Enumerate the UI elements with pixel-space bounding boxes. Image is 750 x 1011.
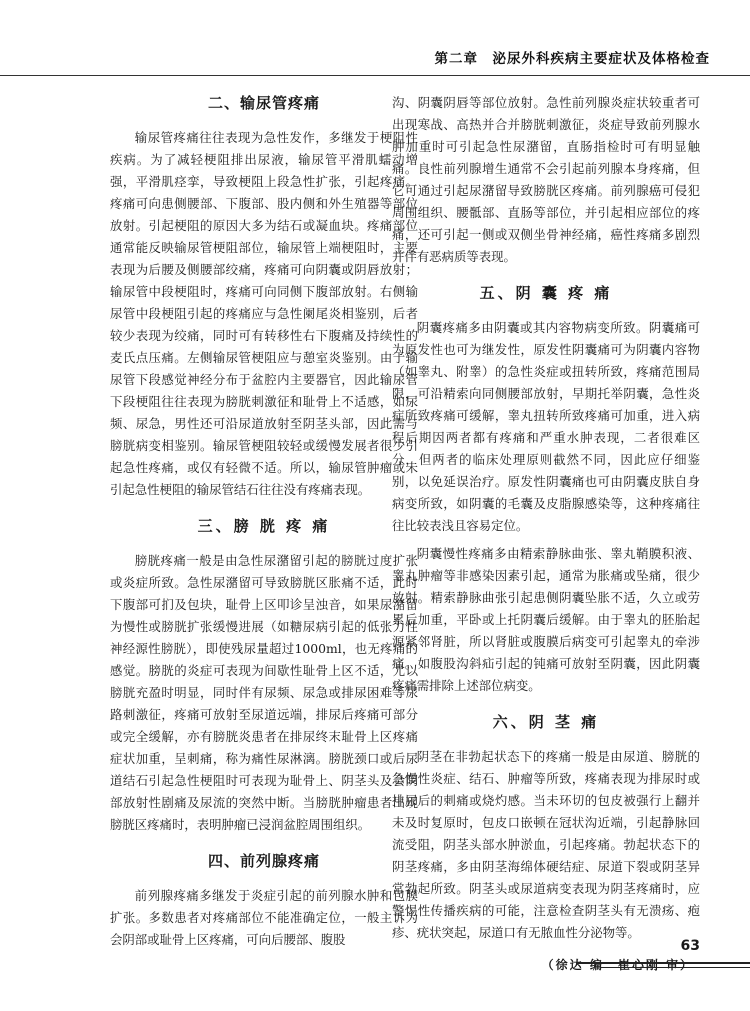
chapter-header: 第二章 泌尿外科疾病主要症状及体格检查 (434, 51, 710, 67)
footer-divider-thin (600, 967, 750, 968)
section-title-penile-pain: 六、阴 茎 痛 (492, 713, 600, 731)
right-column (392, 92, 700, 973)
section-title-bladder-pain: 三、膀 胱 疼 痛 (197, 517, 331, 535)
paragraph-scrotal-pain-chronic: 阴囊慢性疼痛多由精索静脉曲张、睾丸鞘膜积液、睾丸肿瘤等非感染因素引起，通常为胀痛或坠痛，很少放射。精索静脉曲张引起患侧阴囊坠胀不适，久立或劳累后加重，平卧或上托阴囊后缓解。由于睾丸的胚胎起源紧邻肾脏，所以肾脏或腹膜后病变可引起睾丸的牵涉痛。如腹股沟斜疝引起的钝痛可放射至阴囊，因此阴囊疼痛需排除上述部位病变。 (392, 546, 700, 693)
paragraph-scrotal-pain-acute: 阴囊疼痛多由阴囊或其内容物病变所致。阴囊痛可为原发性也可为继发性，原发性阴囊痛可为阴囊内容物（如睾丸、附睾）的急性炎症或扭转所致，疼痛范围局限，可沿精索向同侧腰部放射，早期托举阴囊，急性炎症所致疼痛可缓解，睾丸扭转所致疼痛可加重，进入病程后期因两者都有疼痛和严重水肿表现，二者很难区分，但两者的临床处理原则截然不同，因此应仔细鉴别，以免延误治疗。原发性阴囊痛也可由阴囊皮肤自身病变所致，如阴囊的毛囊及皮脂腺感染等，这种疼痛往往比较表浅且容易定位。 (392, 320, 700, 533)
section-title-ureter-pain: 二、输尿管疼痛 (207, 94, 320, 112)
left-column (110, 92, 418, 951)
paragraph-prostate-pain: 前列腺疼痛多继发于炎症引起的前列腺水肿和包膜扩张。多数患者对疼痛部位不能准确定位，一般主诉为会阴部或耻骨上区疼痛，可向后腰部、腹股 (110, 888, 418, 947)
header-divider (0, 75, 750, 76)
paragraph-penile-pain: 阴茎在非勃起状态下的疼痛一般是由尿道、膀胱的急慢性炎症、结石、肿瘤等所致，疼痛表现为排尿时或排尿后的刺痛或烧灼感。当未环切的包皮被强行上翻并未及时复原时，包皮口嵌顿在冠状沟近端，引起静脉回流受阻，阴茎头部水肿淤血，引起疼痛。勃起状态下的阴茎疼痛，多由阴茎海绵体硬结症、尿道下裂或阴茎异常勃起所致。阴茎头或尿道病变表现为阴茎疼痛时，应警惕性传播疾病的可能，注意检查阴茎头有无溃疡、疱疹、疣状突起，尿道口有无脓血性分泌物等。 (392, 749, 700, 940)
paragraph-ureter-pain: 输尿管疼痛往往表现为急性发作，多继发于梗阻性疾病。为了减轻梗阻排出尿液，输尿管平滑肌蠕动增强，平滑肌痉挛，导致梗阻上段急性扩张，引起疼痛。疼痛可向患侧腰部、下腹部、股内侧和外生殖器等部位放射。引起梗阻的原因大多为结石或凝血块。疼痛部位通常能反映输尿管梗阻部位，输尿管上端梗阻时，主要表现为后腰及侧腰部绞痛，疼痛可向阴囊或阴唇放射；输尿管中段梗阻时，疼痛可向同侧下腹部放射。右侧输尿管中段梗阻引起的疼痛应与急性阑尾炎相鉴别，后者较少表现为绞痛，同时可有转移性右下腹痛及持续性的麦氏点压痛。左侧输尿管梗阻应与憩室炎鉴别。由于输尿管下段感觉神经分布于盆腔内主要器官，因此输尿管下段梗阻往往表现为膀胱刺激征和耻骨上不适感，如尿频、尿急，男性还可沿尿道放射至阴茎头部，因此需与膀胱病变相鉴别。输尿管梗阻较轻或缓慢发展者很少引起急性疼痛，或仅有轻微不适。所以，输尿管肿瘤或未引起急性梗阻的输尿管结石往往没有疼痛表现。 (110, 130, 418, 497)
section-title-prostate-pain: 四、前列腺疼痛 (207, 852, 320, 870)
author-signature: （徐达 编 崔心刚 审） (541, 958, 694, 972)
page-number: 63 (680, 938, 700, 954)
section-title-scrotal-pain: 五、阴 囊 疼 痛 (479, 284, 613, 302)
paragraph-bladder-pain: 膀胱疼痛一般是由急性尿潴留引起的膀胱过度扩张或炎症所致。急性尿潴留可导致膀胱区胀痛不适，此时下腹部可扪及包块，耻骨上区叩诊呈浊音，如果尿潴留为慢性或膀胱扩张缓慢进展（如糖尿病引起的低张力性神经源性膀胱），即使残尿量超过1000ml，也无疼痛的感觉。膀胱的炎症可表现为间歇性耻骨上区不适，尤以膀胱充盈时明显，同时伴有尿频、尿急或排尿困难等尿路刺激征，疼痛可放射至尿道远端，排尿后疼痛可部分或完全缓解，亦有膀胱炎患者在排尿终末耻骨上区疼痛症状加重，呈刺痛，称为痛性尿淋漓。膀胱颈口或后尿道结石引起急性梗阻时可表现为耻骨上、阴茎头及会阴部放射性剧痛及尿流的突然中断。当膀胱肿瘤患者出现膀胱区疼痛时，表明肿瘤已浸润盆腔周围组织。 (110, 553, 418, 832)
paragraph-prostate-pain-continued: 沟、阴囊阴唇等部位放射。急性前列腺炎症状较重者可出现寒战、高热并合并膀胱刺激征，炎症导致前列腺水肿加重时可引起急性尿潴留，直肠指检时可有明显触痛。良性前列腺增生通常不会引起前列腺本身疼痛，但它可通过引起尿潴留导致膀胱区疼痛。前列腺癌可侵犯周围组织、腰骶部、直肠等部位，并引起相应部位的疼痛，还可引起一侧或双侧坐骨神经痛，癌性疼痛多剧烈并伴有恶病质等表现。 (392, 95, 700, 264)
footer-divider (576, 962, 750, 964)
